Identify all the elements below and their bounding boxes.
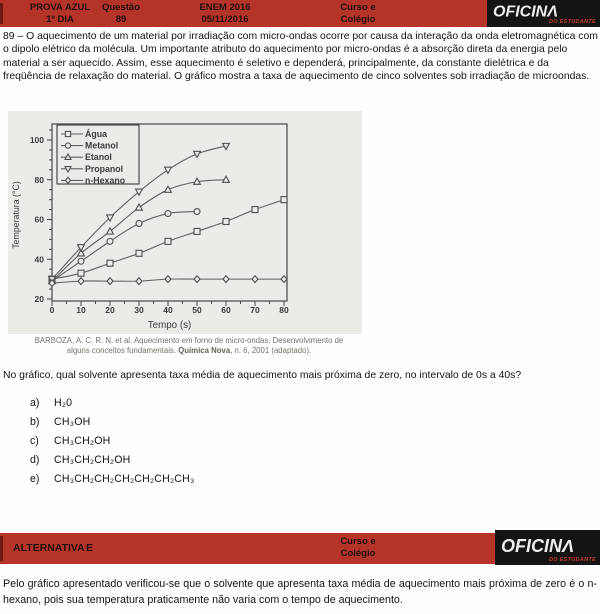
- y-tick-label: 40: [34, 254, 44, 265]
- oficina-brand-text: OFICINΛ: [501, 535, 575, 556]
- question-text: 89 – O aquecimento de um material por irradiação com micro-ondas ocorre por causa da interação da onda eletromagnética com o dipolo elétrico da molécula. Um importante atributo do aquecimento por micro-ondas é a absorção direta da energia pelo material a ser aquecido. Assim, esse aquecimento é seletivo e dependerá, principalmente, da constante dielétrica e da freqüência de relaxação do material. O gráfico mostra a taxa de aquecimento de cinco solventes sob irradiação de microondas.: [3, 31, 598, 83]
- answer-explanation: Pelo gráfico apresentado verificou-se que o solvente que apresenta taxa média de aquecimento mais próxima de zero é o n-hexano, pois sua temperatura praticamente não varia com o tempo de aquecimento.: [3, 578, 597, 606]
- option-formula: CH₃CH₂CH₂CH₂CH₂CH₂CH₃: [54, 473, 195, 485]
- exam-info: [185, 2, 265, 26]
- source-citation: [0, 336, 378, 355]
- citation-line2-post: , n. 6, 2001 (adaptado).: [230, 345, 312, 355]
- option-letter: c): [30, 435, 39, 447]
- x-tick-label: 40: [163, 305, 173, 315]
- legend-label: Etanol: [85, 152, 112, 163]
- school-line1: Curso e: [340, 2, 376, 13]
- option-letter: a): [30, 397, 40, 409]
- legend: [57, 125, 139, 185]
- question-number: [91, 2, 151, 26]
- heating-chart-figure: [8, 111, 362, 334]
- x-tick-label: 70: [250, 305, 260, 315]
- oficina-tagline: DO ESTUDANTE: [549, 557, 596, 563]
- option-row-a: [30, 394, 195, 413]
- school-label-bottom: [328, 536, 388, 560]
- legend-label: Água: [85, 129, 107, 139]
- exam-version-line1: PROVA AZUL: [29, 2, 91, 13]
- option-formula: CH₃CH₂OH: [54, 435, 111, 447]
- series-Água: [49, 197, 287, 283]
- question-number-label: Questão: [101, 2, 140, 13]
- y-axis-title: Temperatura (°C): [11, 181, 21, 249]
- school-line1: Curso e: [340, 536, 376, 547]
- y-tick-label: 100: [29, 135, 44, 145]
- school-line2: Colégio: [340, 548, 376, 559]
- y-tick-label: 20: [34, 294, 44, 304]
- option-formula: H₂0: [54, 397, 73, 409]
- x-tick-label: 50: [192, 305, 202, 315]
- option-row-b: [30, 413, 195, 432]
- alternativa-label: ALTERNATIVA: [13, 542, 85, 554]
- question-prompt: No gráfico, qual solvente apresenta taxa média de aquecimento mais próxima de zero, no intervalo de 0s a 40s?: [3, 370, 522, 381]
- option-formula: CH₃OH: [54, 416, 91, 428]
- citation-line2: [0, 346, 378, 356]
- exam-version-line2: 1º DIA: [46, 14, 74, 25]
- y-tick-label: 60: [34, 214, 44, 225]
- exam-name: ENEM 2016: [199, 2, 251, 13]
- legend-label: n-Hexano: [85, 175, 126, 186]
- oficina-logo: [487, 0, 600, 27]
- x-tick-label: 0: [49, 305, 55, 315]
- citation-line1: BARBOZA, A. C. R. N. et al. Aquecimento em forno de micro-ondas. Desenvolvimento de: [34, 336, 344, 345]
- x-axis-title: Tempo (s): [147, 320, 192, 331]
- option-letter: b): [30, 416, 40, 428]
- option-letter: d): [30, 454, 40, 466]
- school-line2: Colégio: [340, 14, 376, 25]
- x-tick-label: 20: [105, 305, 115, 315]
- citation-line2-pre: alguns conceitos fundamentais.: [66, 345, 179, 355]
- chart-svg: [10, 111, 310, 331]
- x-tick-label: 10: [76, 305, 86, 315]
- x-tick-label: 30: [134, 305, 144, 315]
- oficina-tagline: DO ESTUDANTE: [549, 19, 596, 25]
- exam-date: 05/11/2016: [201, 14, 249, 25]
- option-row-d: [30, 451, 195, 470]
- option-letter: e): [30, 473, 40, 485]
- header-bar: [0, 0, 600, 27]
- school-label: [328, 2, 388, 26]
- x-tick-label: 80: [279, 305, 289, 315]
- legend-label: Metanol: [85, 140, 119, 151]
- option-row-c: [30, 432, 195, 451]
- option-row-e: [30, 470, 195, 489]
- oficina-logo-bottom: [495, 530, 600, 565]
- answer-options: [30, 394, 195, 489]
- alternativa-value: E: [86, 542, 94, 554]
- question-number-value: 89: [115, 14, 127, 25]
- series-n-Hexano: [49, 276, 287, 287]
- oficina-brand-text: OFICINΛ: [493, 3, 558, 21]
- option-formula: CH₃CH₂CH₂OH: [54, 454, 131, 466]
- citation-journal: Química Nova: [178, 345, 231, 355]
- y-tick-label: 80: [34, 174, 44, 185]
- legend-label: Propanol: [85, 163, 124, 174]
- x-tick-label: 60: [221, 305, 231, 315]
